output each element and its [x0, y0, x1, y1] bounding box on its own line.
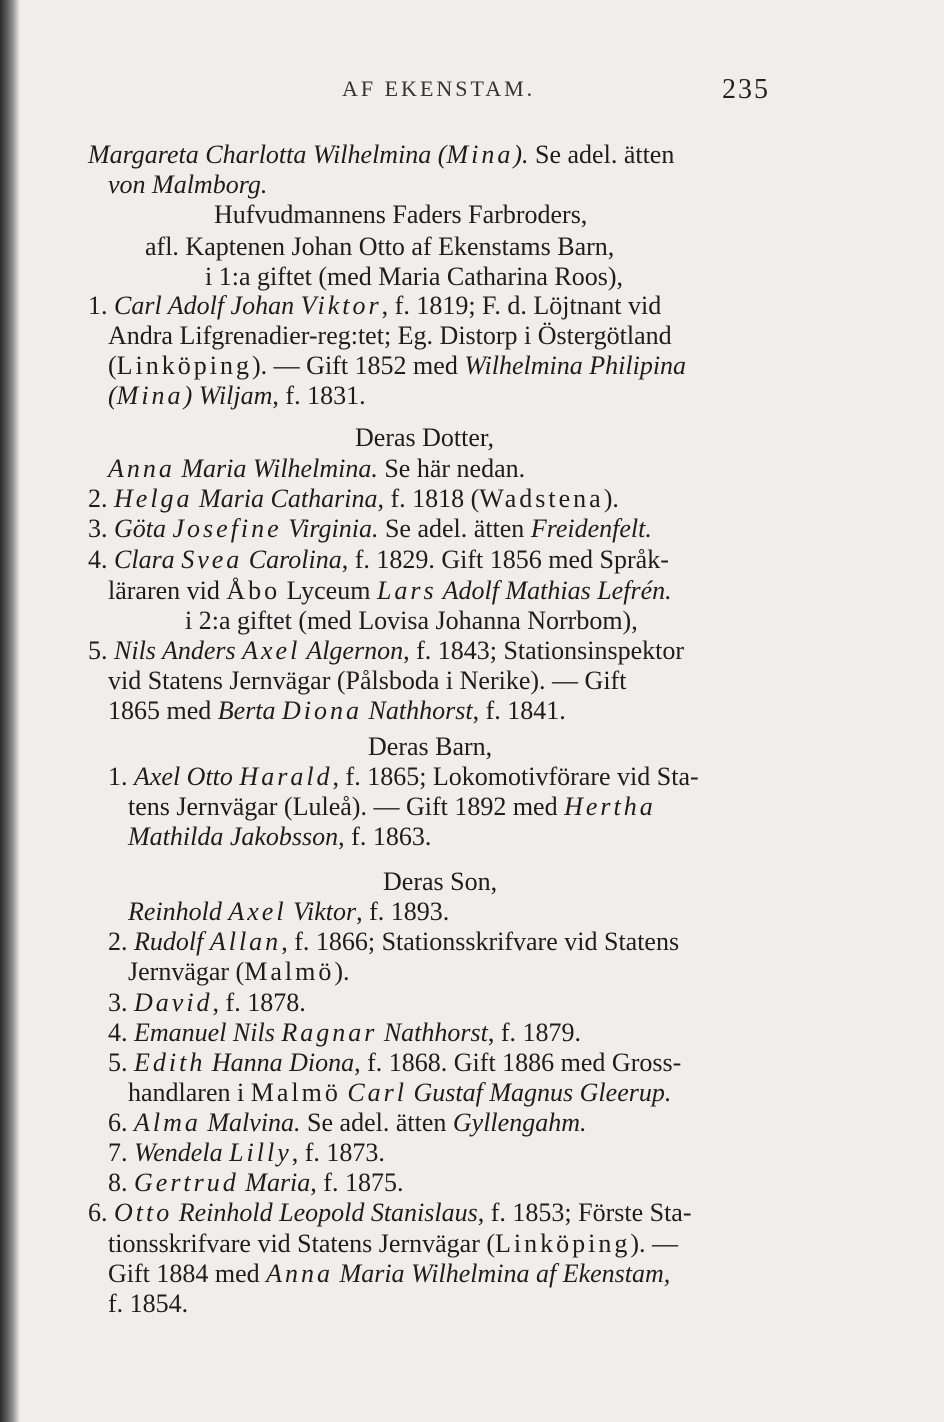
text-run: Maria Wilhelmina.	[174, 454, 378, 483]
text-run: , f. 1873.	[291, 1138, 385, 1167]
text-line	[88, 1198, 692, 1228]
text-run: , f. 1875.	[310, 1168, 404, 1197]
text-line	[108, 927, 679, 957]
text-run: Hertha	[564, 792, 656, 821]
text-run: Carl Adolf Johan	[114, 291, 301, 320]
text-run: Malmö	[250, 1078, 341, 1107]
text-run: , f. 1893.	[356, 897, 450, 926]
text-run: 4.	[108, 1018, 134, 1047]
text-run: Rudolf	[134, 927, 210, 956]
text-run: Se här nedan.	[377, 454, 526, 483]
text-run: ). — Gift 1852 med	[252, 351, 465, 380]
text-line	[128, 1078, 671, 1108]
text-run: Göta	[114, 514, 173, 543]
text-run: 3.	[108, 988, 134, 1017]
text-run: Alma	[134, 1108, 201, 1137]
text-run: Linköping	[495, 1229, 631, 1258]
text-line	[108, 1229, 678, 1259]
text-run: , f. 1829. Gift 1856 med Språk-	[341, 545, 669, 574]
text-run: (	[108, 351, 117, 380]
text-run: Wendela	[134, 1138, 230, 1167]
text-run: Otto	[114, 1198, 173, 1227]
text-line	[108, 576, 672, 606]
text-run: Mathilda Jakobsson	[128, 822, 339, 851]
text-run: Diona	[282, 696, 363, 725]
text-run: Mina	[446, 140, 514, 169]
text-line	[88, 291, 661, 321]
text-run: Emanuel Nils	[134, 1018, 282, 1047]
text-run: , f. 1863.	[338, 822, 432, 851]
text-run: Clara	[114, 545, 182, 574]
text-run: Edith	[134, 1048, 206, 1077]
text-run: Freidenfelt.	[530, 514, 652, 543]
text-line	[214, 200, 587, 230]
text-run: Helga	[114, 484, 193, 513]
text-run: 8.	[108, 1168, 134, 1197]
text-line	[108, 762, 699, 792]
text-line	[108, 696, 566, 726]
text-run: i 1:a giftet (med Maria Catharina Roos),	[205, 262, 624, 291]
text-run: Axel	[242, 636, 301, 665]
text-run: 1.	[108, 762, 134, 791]
text-line	[88, 140, 674, 170]
text-run: Åbo	[226, 576, 281, 605]
text-run: Gyllengahm.	[452, 1108, 587, 1137]
text-run: Anna	[266, 1259, 334, 1288]
text-run: von Malmborg.	[108, 170, 268, 199]
text-line	[88, 514, 652, 544]
text-run: , f. 1868. Gift 1886 med Gross-	[354, 1048, 682, 1077]
text-run: Maria	[238, 1168, 311, 1197]
text-run: Nathhorst	[377, 1018, 488, 1047]
text-run: David	[134, 988, 213, 1017]
text-line	[205, 262, 623, 292]
page-number: 235	[722, 74, 770, 105]
text-run: , f. 1865; Lokomotivförare vid Sta-	[332, 762, 699, 791]
text-line	[108, 381, 366, 411]
text-run: Algernon	[300, 636, 404, 665]
text-line	[108, 1108, 586, 1138]
text-run: Wilhelmina Philipina	[464, 351, 687, 380]
text-run: Maria Wilhelmina af Ekenstam,	[333, 1259, 671, 1288]
text-run: läraren vid	[108, 576, 227, 605]
text-run: 7.	[108, 1138, 134, 1167]
text-run: ).	[603, 484, 619, 513]
text-run: Virginia.	[281, 514, 379, 543]
text-run: Hufvudmannens Faders Farbroders,	[214, 200, 588, 229]
text-run: f. 1854.	[108, 1289, 189, 1318]
text-run: , f. 1819; F. d. Löjtnant vid	[381, 291, 662, 320]
text-line	[108, 454, 525, 484]
text-run: i 2:a giftet (med Lovisa Johanna Norrbom),	[185, 606, 638, 635]
text-run: Axel Otto	[134, 762, 240, 791]
text-run: 4.	[88, 545, 114, 574]
text-run: 2.	[108, 927, 134, 956]
text-run: 6.	[108, 1108, 134, 1137]
text-run: Viktor	[286, 897, 357, 926]
text-line	[108, 351, 686, 381]
text-run: Gertrud	[134, 1168, 239, 1197]
text-run: Se adel. ätten	[378, 514, 531, 543]
text-run: 3.	[88, 514, 114, 543]
text-run: Deras Son,	[383, 867, 498, 896]
text-run: Josefine	[172, 514, 282, 543]
text-run: tionsskrifvare vid Statens Jernvägar (	[108, 1229, 496, 1258]
text-run: Gustaf Magnus Gleerup.	[407, 1078, 672, 1107]
text-run: Lilly	[229, 1138, 292, 1167]
text-run: afl. Kaptenen Johan Otto af Ekenstams Barn,	[145, 232, 615, 261]
text-run: , f. 1831.	[272, 381, 366, 410]
text-run: 1.	[88, 291, 114, 320]
text-line	[145, 232, 614, 262]
text-run: Carolina	[242, 545, 342, 574]
text-line	[108, 1259, 670, 1289]
text-line	[128, 792, 656, 822]
text-run: 2.	[88, 484, 114, 513]
text-line	[108, 1018, 581, 1048]
text-line	[128, 897, 449, 927]
text-run: , f. 1818 (	[377, 484, 480, 513]
text-line	[88, 484, 619, 514]
text-run: Nils Anders	[114, 636, 243, 665]
text-line	[108, 1048, 681, 1078]
text-run: handlaren i	[128, 1078, 251, 1107]
text-run: , f. 1879.	[487, 1018, 582, 1047]
text-run: Jernvägar (	[128, 957, 245, 986]
text-run: Se adel. ätten	[528, 140, 675, 169]
text-run: Anna	[108, 454, 175, 483]
text-run: , f. 1843; Stationsinspektor	[403, 636, 685, 665]
text-line	[108, 1168, 403, 1198]
text-run: 5.	[108, 1048, 134, 1077]
text-run: , f. 1866; Stationsskrifvare vid Statens	[281, 927, 680, 956]
text-run: Allan	[209, 927, 282, 956]
text-run: Se adel. ätten	[300, 1108, 453, 1137]
section-heading	[368, 732, 492, 762]
text-run: , f. 1878.	[212, 988, 306, 1017]
text-run: Deras Barn,	[368, 732, 493, 761]
text-line	[108, 170, 267, 200]
text-run: Gift 1884 med	[108, 1259, 267, 1288]
text-run: Harald	[239, 762, 333, 791]
text-run: Carl	[347, 1078, 408, 1107]
text-run: ).	[334, 957, 350, 986]
text-run: Linköping	[116, 351, 253, 380]
text-run: Lyceum	[280, 576, 377, 605]
text-run: tens Jernvägar (Luleå). — Gift 1892 med	[128, 792, 565, 821]
text-line	[108, 321, 672, 351]
text-run: Wadstena	[479, 484, 604, 513]
text-run: Berta	[217, 696, 283, 725]
text-run: ) Wiljam	[183, 381, 273, 410]
text-run: Axel	[228, 897, 287, 926]
text-run: ).	[513, 140, 529, 169]
text-run: Malvina.	[200, 1108, 301, 1137]
running-title: AF EKENSTAM.	[342, 76, 536, 101]
text-line	[185, 606, 638, 636]
text-run: Reinhold Leopold Stanislaus	[172, 1198, 478, 1227]
text-run: Andra Lifgrenadier-reg:tet; Eg. Distorp i Östergötland	[108, 321, 672, 350]
text-line	[128, 822, 431, 852]
text-line	[88, 545, 669, 575]
text-line	[108, 1289, 188, 1319]
text-run: Lars	[376, 576, 437, 605]
text-line	[108, 1138, 385, 1168]
text-run: Reinhold	[128, 897, 229, 926]
text-run: Maria Catharina	[192, 484, 378, 513]
text-run: ). —	[630, 1229, 679, 1258]
text-run: 6.	[88, 1198, 114, 1227]
text-run: Adolf Mathias Lefrén.	[436, 576, 672, 605]
text-run: Mina	[116, 381, 184, 410]
text-run: (	[108, 381, 117, 410]
text-run: Margareta Charlotta Wilhelmina (	[88, 140, 447, 169]
text-run: Viktor	[300, 291, 382, 320]
text-run: Malmö	[244, 957, 335, 986]
text-run: , f. 1853; Förste Sta-	[477, 1198, 692, 1227]
text-run: , f. 1841.	[472, 696, 566, 725]
text-run: Deras Dotter,	[355, 423, 495, 452]
text-line	[108, 666, 626, 696]
text-line	[108, 988, 306, 1018]
text-line	[88, 636, 684, 666]
text-run: Hanna Diona	[205, 1048, 355, 1077]
text-run: Ragnar	[281, 1018, 378, 1047]
text-run: 1865 med	[108, 696, 218, 725]
text-run: vid Statens Jernvägar (Pålsboda i Nerike). — Gift	[108, 666, 627, 695]
text-line	[128, 957, 350, 987]
section-heading	[383, 867, 497, 897]
section-heading	[355, 423, 494, 453]
text-run: Nathhorst	[362, 696, 473, 725]
text-run: Svea	[181, 545, 243, 574]
text-run: 5.	[88, 636, 114, 665]
